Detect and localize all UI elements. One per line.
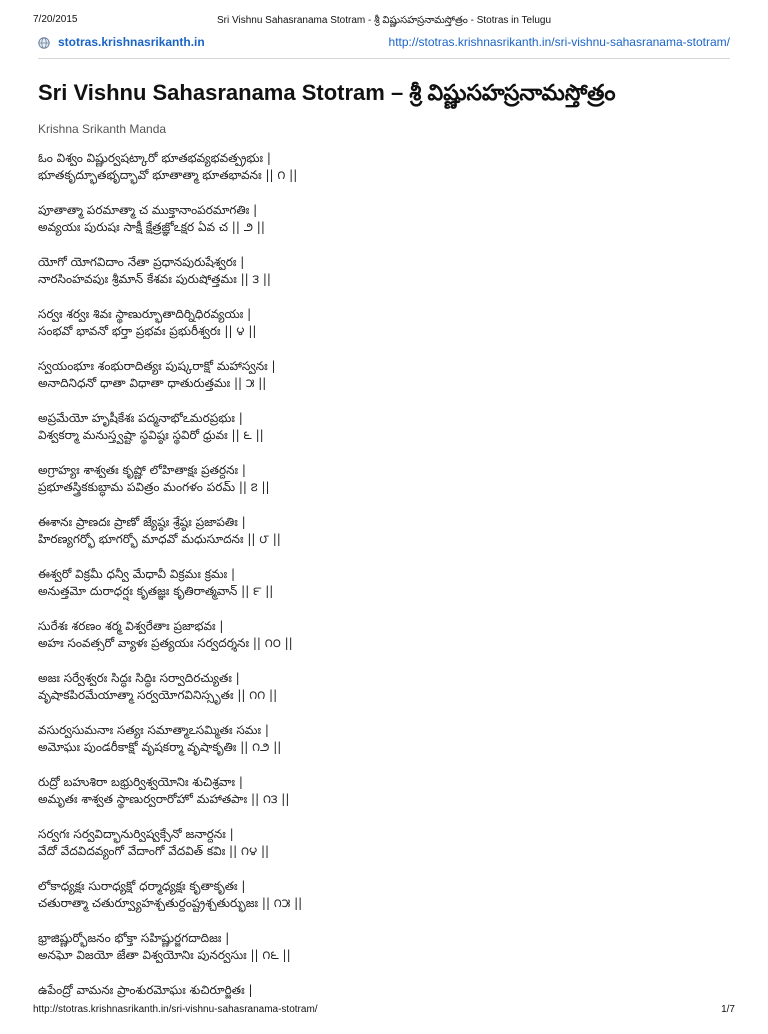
verse-line-2: అవ్యయః పురుషః సాక్షీ క్షేత్రజ్ఞోఽక్షర ఏవ చ || ౨ || bbox=[38, 220, 265, 234]
verse-line-1: సురేశః శరణం శర్మ విశ్వరేతాః ప్రజాభవః | bbox=[38, 619, 224, 633]
verse-line-1: సర్వగః సర్వవిద్భానుర్విష్వక్సేనో జనార్దనః | bbox=[38, 827, 234, 841]
verse-line-2: వేదో వేదవిదవ్యంగో వేదాంగో వేదవిత్ కవిః || ౧౪ || bbox=[38, 844, 270, 858]
verse-line-2: భూతకృద్భూతభృద్భావో భూతాత్మా భూతభావనః || ౧ || bbox=[38, 168, 298, 182]
page-number: 1/7 bbox=[721, 1004, 735, 1015]
print-date: 7/20/2015 bbox=[33, 14, 78, 25]
site-url-link[interactable]: http://stotras.krishnasrikanth.in/sri-vishnu-sahasranama-stotram/ bbox=[388, 35, 730, 49]
verse-line-2: అహః సంవత్సరో వ్యాళః ప్రత్యయః సర్వదర్శనః || ౧౦ || bbox=[38, 636, 293, 650]
verse-line-1: సర్వః శర్వః శివః స్థాణుర్భూతాదిర్నిధిరవ్యయః | bbox=[38, 307, 252, 321]
verse-line-1: భ్రాజిష్ణుర్భోజనం భోక్తా సహిష్ణుర్జగదాదిజః | bbox=[38, 931, 230, 945]
article-title: Sri Vishnu Sahasranama Stotram – శ్రీ విష్ణుసహస్రనామస్తోత్రం bbox=[38, 80, 616, 105]
verse bbox=[38, 566, 730, 618]
verse-line-2: హిరణ్యగర్భో భూగర్భో మాధవో మధుసూదనః || ౮ || bbox=[38, 532, 281, 546]
verse-line-2: అనాదినిధనో ధాతా విధాతా ధాతురుత్తమః || ౫ || bbox=[38, 376, 267, 390]
verse-line-1: ఈశ్వరో విక్రమీ ధన్వీ మేధావీ విక్రమః క్రమః | bbox=[38, 567, 236, 581]
verse-line-2: అనుత్తమో దురాధర్షః కృతజ్ఞః కృతిరాత్మవాన్ || ౯ || bbox=[38, 584, 274, 598]
verse bbox=[38, 410, 730, 462]
article-author: Krishna Srikanth Manda bbox=[38, 122, 167, 136]
site-bar bbox=[38, 34, 730, 52]
verse bbox=[38, 878, 730, 930]
verse bbox=[38, 930, 730, 982]
verse-line-2: ప్రభూతస్త్రికకుబ్ధామ పవిత్రం మంగళం పరమ్ || ౭ || bbox=[38, 480, 270, 494]
verse-line-2: నారసింహవపుః శ్రీమాన్ కేశవః పురుషోత్తమః || ౩ || bbox=[38, 272, 271, 286]
verse bbox=[38, 462, 730, 514]
verse bbox=[38, 774, 730, 826]
verse bbox=[38, 670, 730, 722]
print-footer-url: http://stotras.krishnasrikanth.in/sri-vishnu-sahasranama-stotram/ bbox=[33, 1004, 318, 1015]
print-header bbox=[33, 14, 735, 28]
verse-line-1: అగ్రాహ్యః శాశ్వతః కృష్ణో లోహితాక్షః ప్రతర్దనః | bbox=[38, 463, 246, 477]
verse-line-2: విశ్వకర్మా మనుస్త్వష్టా స్థవిష్ఠః స్థవిరో ధ్రువః || ౬ || bbox=[38, 428, 264, 442]
verse-line-1: యోగో యోగవిదాం నేతా ప్రధానపురుషేశ్వరః | bbox=[38, 255, 245, 269]
verse bbox=[38, 722, 730, 774]
verse bbox=[38, 358, 730, 410]
verse bbox=[38, 514, 730, 566]
verse-line-1: లోకాధ్యక్షః సురాధ్యక్షో ధర్మాధ్యక్షః కృతాకృతః | bbox=[38, 879, 246, 893]
verse-line-1: ఓం విశ్వం విష్ణుర్వషట్కారో భూతభవ్యభవత్ప్రభుః | bbox=[38, 151, 271, 165]
verse-line-1: అజః సర్వేశ్వరః సిద్ధః సిద్ధిః సర్వాదిరచ్యుతః | bbox=[38, 671, 240, 685]
verse-line-2: వృషాకపిరమేయాత్మా సర్వయోగవినిస్సృతః || ౧౧ || bbox=[38, 688, 278, 702]
verse-line-2: అమృతః శాశ్వత స్థాణుర్వరారోహో మహాతపాః || ౧౩ || bbox=[38, 792, 290, 806]
verse-line-2: సంభవో భావనో భర్తా ప్రభవః ప్రభురీశ్వరః || ౪ || bbox=[38, 324, 257, 338]
header-divider bbox=[38, 58, 730, 59]
verse-line-1: స్వయంభూః శంభురాదిత్యః పుష్కరాక్షో మహాస్వనః | bbox=[38, 359, 276, 373]
verse-line-1: ఈశానః ప్రాణదః ప్రాణో జ్యేష్ఠః శ్రేష్ఠః ప్రజాపతిః | bbox=[38, 515, 246, 529]
verse-line-2: చతురాత్మా చతుర్వ్యూహశ్చతుర్దంష్ట్రశ్చతుర్భుజః || ౧౫ || bbox=[38, 896, 303, 910]
print-footer bbox=[33, 1004, 735, 1018]
verse bbox=[38, 826, 730, 878]
verse bbox=[38, 618, 730, 670]
verse-line-2: అమోఘః పుండరీకాక్షో వృషకర్మా వృషాకృతిః || ౧౨ || bbox=[38, 740, 282, 754]
verse-line-1: వసుర్వసుమనాః సత్యః సమాత్మాఽసమ్మితః సమః | bbox=[38, 723, 269, 737]
verse bbox=[38, 202, 730, 254]
globe-icon bbox=[38, 36, 50, 48]
verse-line-1: పూతాత్మా పరమాత్మా చ ముక్తానాంపరమాగతిః | bbox=[38, 203, 258, 217]
verse-line-1: ఉపేంద్రో వామనః ప్రాంశురమోఘః శుచిరూర్జితః | bbox=[38, 983, 253, 997]
verse-line-2: అనఘో విజయో జేతా విశ్వయోనిః పునర్వసుః || ౧౬ || bbox=[38, 948, 291, 962]
verse bbox=[38, 306, 730, 358]
verse bbox=[38, 150, 730, 202]
verse bbox=[38, 254, 730, 306]
site-name-link[interactable]: stotras.krishnasrikanth.in bbox=[58, 35, 205, 49]
verse-list bbox=[38, 150, 730, 1034]
print-page-title: Sri Vishnu Sahasranama Stotram - శ్రీ విష్ణుసహస్రనామస్తోత్రం - Stotras in Telugu bbox=[216, 15, 552, 26]
verse-line-1: రుద్రో బహుశిరా బభ్రుర్విశ్వయోనిః శుచిశ్రవాః | bbox=[38, 775, 243, 789]
verse-line-1: అప్రమేయో హృషీకేశః పద్మనాభోఽమరప్రభుః | bbox=[38, 411, 243, 425]
